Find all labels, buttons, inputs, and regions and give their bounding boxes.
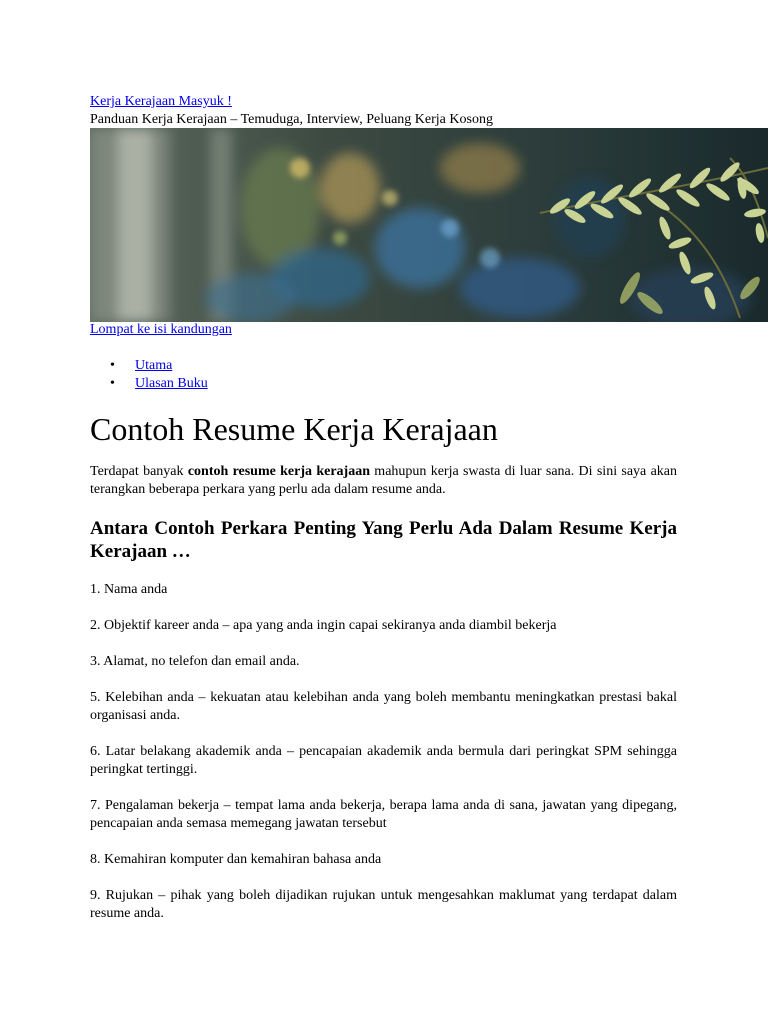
intro-text-before: Terdapat banyak xyxy=(90,464,188,479)
nav-link-utama[interactable]: Utama xyxy=(135,358,173,373)
list-item: 8. Kemahiran komputer dan kemahiran bahasa anda xyxy=(90,852,382,867)
header-banner-image xyxy=(90,128,768,322)
list-item: 5. Kelebihan anda – kekuatan atau kelebihan anda yang boleh membantu meningkatkan prestasi bakal organisasi anda. xyxy=(90,690,677,723)
article-body xyxy=(90,463,677,941)
nav-link-ulasan-buku[interactable]: Ulasan Buku xyxy=(135,376,208,391)
nav-menu xyxy=(90,357,208,393)
intro-text-after: mahupun kerja swasta di luar sana. Di sini saya akan terangkan beberapa perkara yang perlu ada dalam resume anda. xyxy=(90,464,677,497)
list-item: 7. Pengalaman bekerja – tempat lama anda bekerja, berapa lama anda di sana, jawatan yang dipegang, pencapaian anda semasa memegang jawatan tersebut xyxy=(90,798,677,831)
list-item: 2. Objektif kareer anda – apa yang anda ingin capai sekiranya anda diambil bekerja xyxy=(90,618,557,633)
nav-item-utama xyxy=(90,357,208,375)
list-item: 6. Latar belakang akademik anda – pencapaian akademik anda bermula dari peringkat SPM sehingga peringkat tertinggi. xyxy=(90,744,677,777)
list-item: 1. Nama anda xyxy=(90,582,168,597)
bullet-icon: • xyxy=(110,376,115,391)
list-item: 9. Rujukan – pihak yang boleh dijadikan rujukan untuk mengesahkan maklumat yang terdapat dalam resume anda. xyxy=(90,888,677,921)
site-title-link[interactable]: Kerja Kerajaan Masyuk ! xyxy=(90,94,232,109)
nav-item-ulasan-buku xyxy=(90,375,208,393)
skip-to-content-link[interactable]: Lompat ke isi kandungan xyxy=(90,322,232,337)
page-title: Contoh Resume Kerja Kerajaan xyxy=(90,411,498,447)
intro-paragraph xyxy=(90,463,677,499)
section-heading: Antara Contoh Perkara Penting Yang Perlu Ada Dalam Resume Kerja Kerajaan … xyxy=(90,518,677,562)
intro-keyword: contoh resume kerja kerajaan xyxy=(187,464,370,479)
bullet-icon: • xyxy=(110,358,115,373)
site-tagline: Panduan Kerja Kerajaan – Temuduga, Interview, Peluang Kerja Kosong xyxy=(90,112,493,127)
list-item: 3. Alamat, no telefon dan email anda. xyxy=(90,654,300,669)
